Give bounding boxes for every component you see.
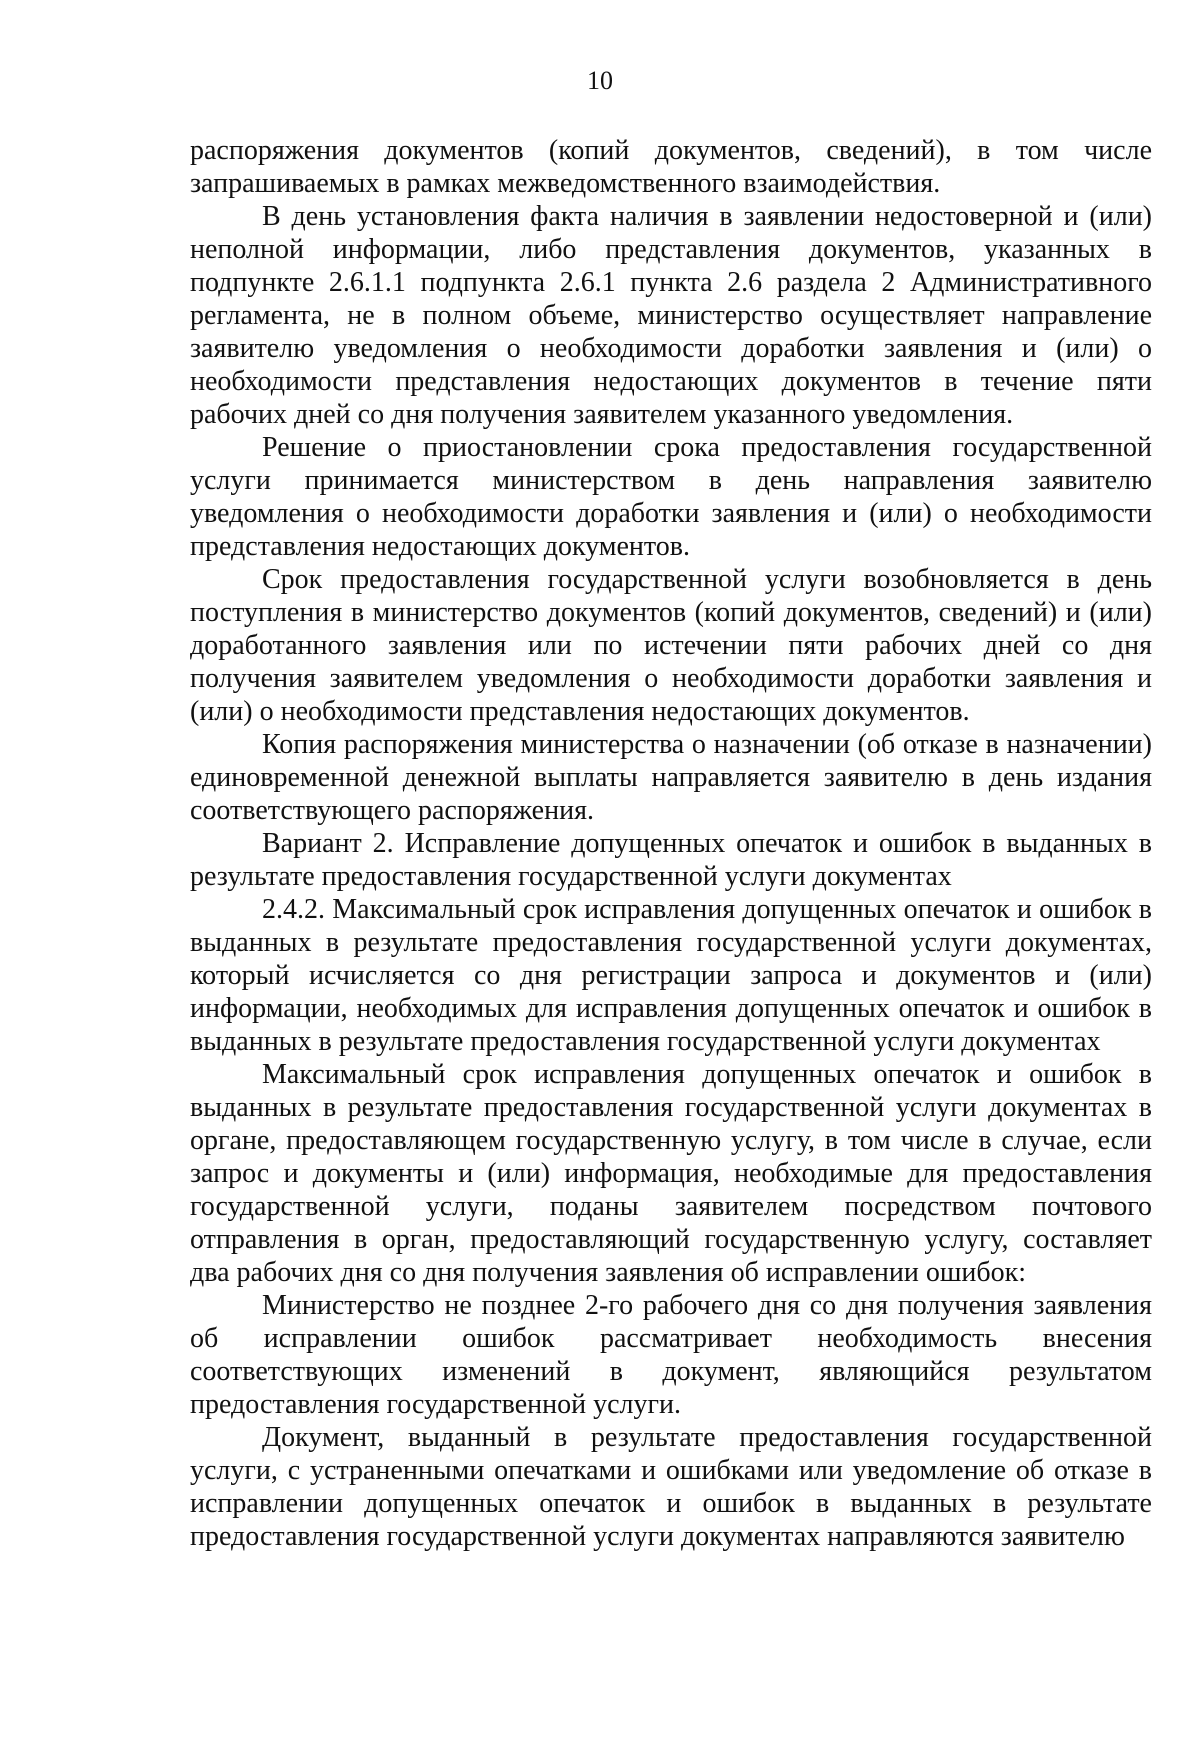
paragraph: Срок предоставления государственной услуги возобновляется в день поступления в министерство документов (копий документов, сведений) и (или) доработанного заявления или по истечении пяти рабочих дней со дня получения заявителем уведомления о необходимости доработки заявления и (или) о необходимости представления недостающих документов. <box>190 564 1152 727</box>
paragraph: Документ, выданный в результате предоставления государственной услуги, с устраненными опечатками и ошибками или уведомление об отказе в исправлении допущенных опечаток и ошибок в выданных в результате предоставления государственной услуги документах направляются заявителю <box>190 1422 1152 1552</box>
paragraph: Максимальный срок исправления допущенных опечаток и ошибок в выданных в результате предоставления государственной услуги документах в органе, предоставляющем государственную услугу, в том числе в случае, если запрос и документы и (или) информация, необходимые для предоставления государственной услуги, поданы заявителем посредством почтового отправления в орган, предоставляющий государственную услугу, составляет два рабочих дня со дня получения заявления об исправлении ошибок: <box>190 1059 1152 1288</box>
paragraph: Копия распоряжения министерства о назначении (об отказе в назначении) единовременной денежной выплаты направляется заявителю в день издания соответствующего распоряжения. <box>190 729 1152 826</box>
page-number: 10 <box>587 66 613 95</box>
section-heading: Вариант 2. Исправление допущенных опечаток и ошибок в выданных в результате предоставления государственной услуги документах <box>190 828 1152 892</box>
paragraph: распоряжения документов (копий документов, сведений), в том числе запрашиваемых в рамках межведомственного взаимодействия. <box>190 135 1152 199</box>
paragraph: Решение о приостановлении срока предоставления государственной услуги принимается министерством в день направления заявителю уведомления о необходимости доработки заявления и (или) о необходимости представления недостающих документов. <box>190 432 1152 562</box>
paragraph: 2.4.2. Максимальный срок исправления допущенных опечаток и ошибок в выданных в результате предоставления государственной услуги документах, который исчисляется со дня регистрации запроса и документов и (или) информации, необходимых для исправления допущенных опечаток и ошибок в выданных в результате предоставления государственной услуги документах <box>190 894 1152 1057</box>
paragraph: Министерство не позднее 2-го рабочего дня со дня получения заявления об исправлении ошибок рассматривает необходимость внесения соответствующих изменений в документ, являющийся результатом предоставления государственной услуги. <box>190 1290 1152 1420</box>
document-body <box>190 134 1152 1553</box>
paragraph: В день установления факта наличия в заявлении недостоверной и (или) неполной информации, либо представления документов, указанных в подпункте 2.6.1.1 подпункта 2.6.1 пункта 2.6 раздела 2 Административного регламента, не в полном объеме, министерство осуществляет направление заявителю уведомления о необходимости доработки заявления и (или) о необходимости представления недостающих документов в течение пяти рабочих дней со дня получения заявителем указанного уведомления. <box>190 201 1152 430</box>
